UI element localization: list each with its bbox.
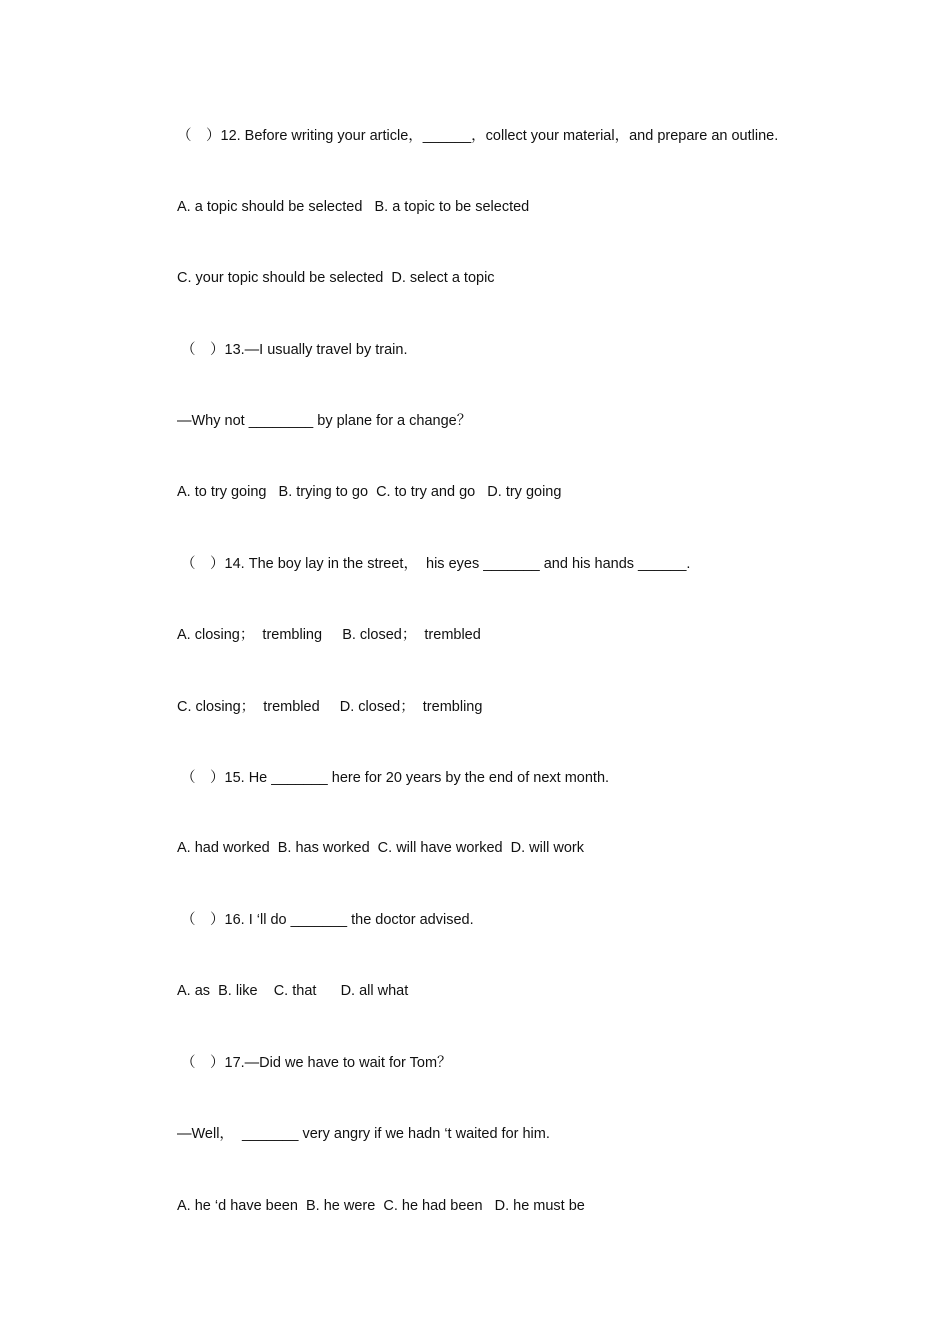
question-13-response: —Why not ________ by plane for a change？	[177, 413, 472, 429]
question-14-options-ab: A. closing； trembling B. closed； trembled	[177, 627, 481, 643]
question-12-options-ab: A. a topic should be selected B. a topic to be selected	[177, 199, 530, 215]
question-15-stem: （ ）15. He _______ here for 20 years by the end of next month.	[177, 770, 610, 786]
question-17-options: A. he ‘d have been B. he were C. he had been D. he must be	[177, 1198, 585, 1214]
question-14-options-cd: C. closing； trembled D. closed； trembling	[177, 699, 483, 715]
question-14-stem: （ ）14. The boy lay in the street， his eyes _______ and his hands ______.	[177, 556, 691, 572]
question-17-response: —Well， _______ very angry if we hadn ‘t waited for him.	[177, 1126, 550, 1142]
question-15-options: A. had worked B. has worked C. will have worked D. will work	[177, 840, 584, 856]
question-16-options: A. as B. like C. that D. all what	[177, 983, 409, 999]
question-12-options-cd: C. your topic should be selected D. select a topic	[177, 270, 495, 286]
question-12-stem: （ ）12. Before writing your article，______，collect your material，and prepare an outline.	[177, 128, 779, 144]
question-13-options: A. to try going B. trying to go C. to try and go D. try going	[177, 484, 562, 500]
question-13-stem: （ ）13.—I usually travel by train.	[177, 342, 408, 358]
question-16-stem: （ ）16. I ‘ll do _______ the doctor advised.	[177, 912, 474, 928]
question-17-stem: （ ）17.—Did we have to wait for Tom？	[177, 1055, 452, 1071]
